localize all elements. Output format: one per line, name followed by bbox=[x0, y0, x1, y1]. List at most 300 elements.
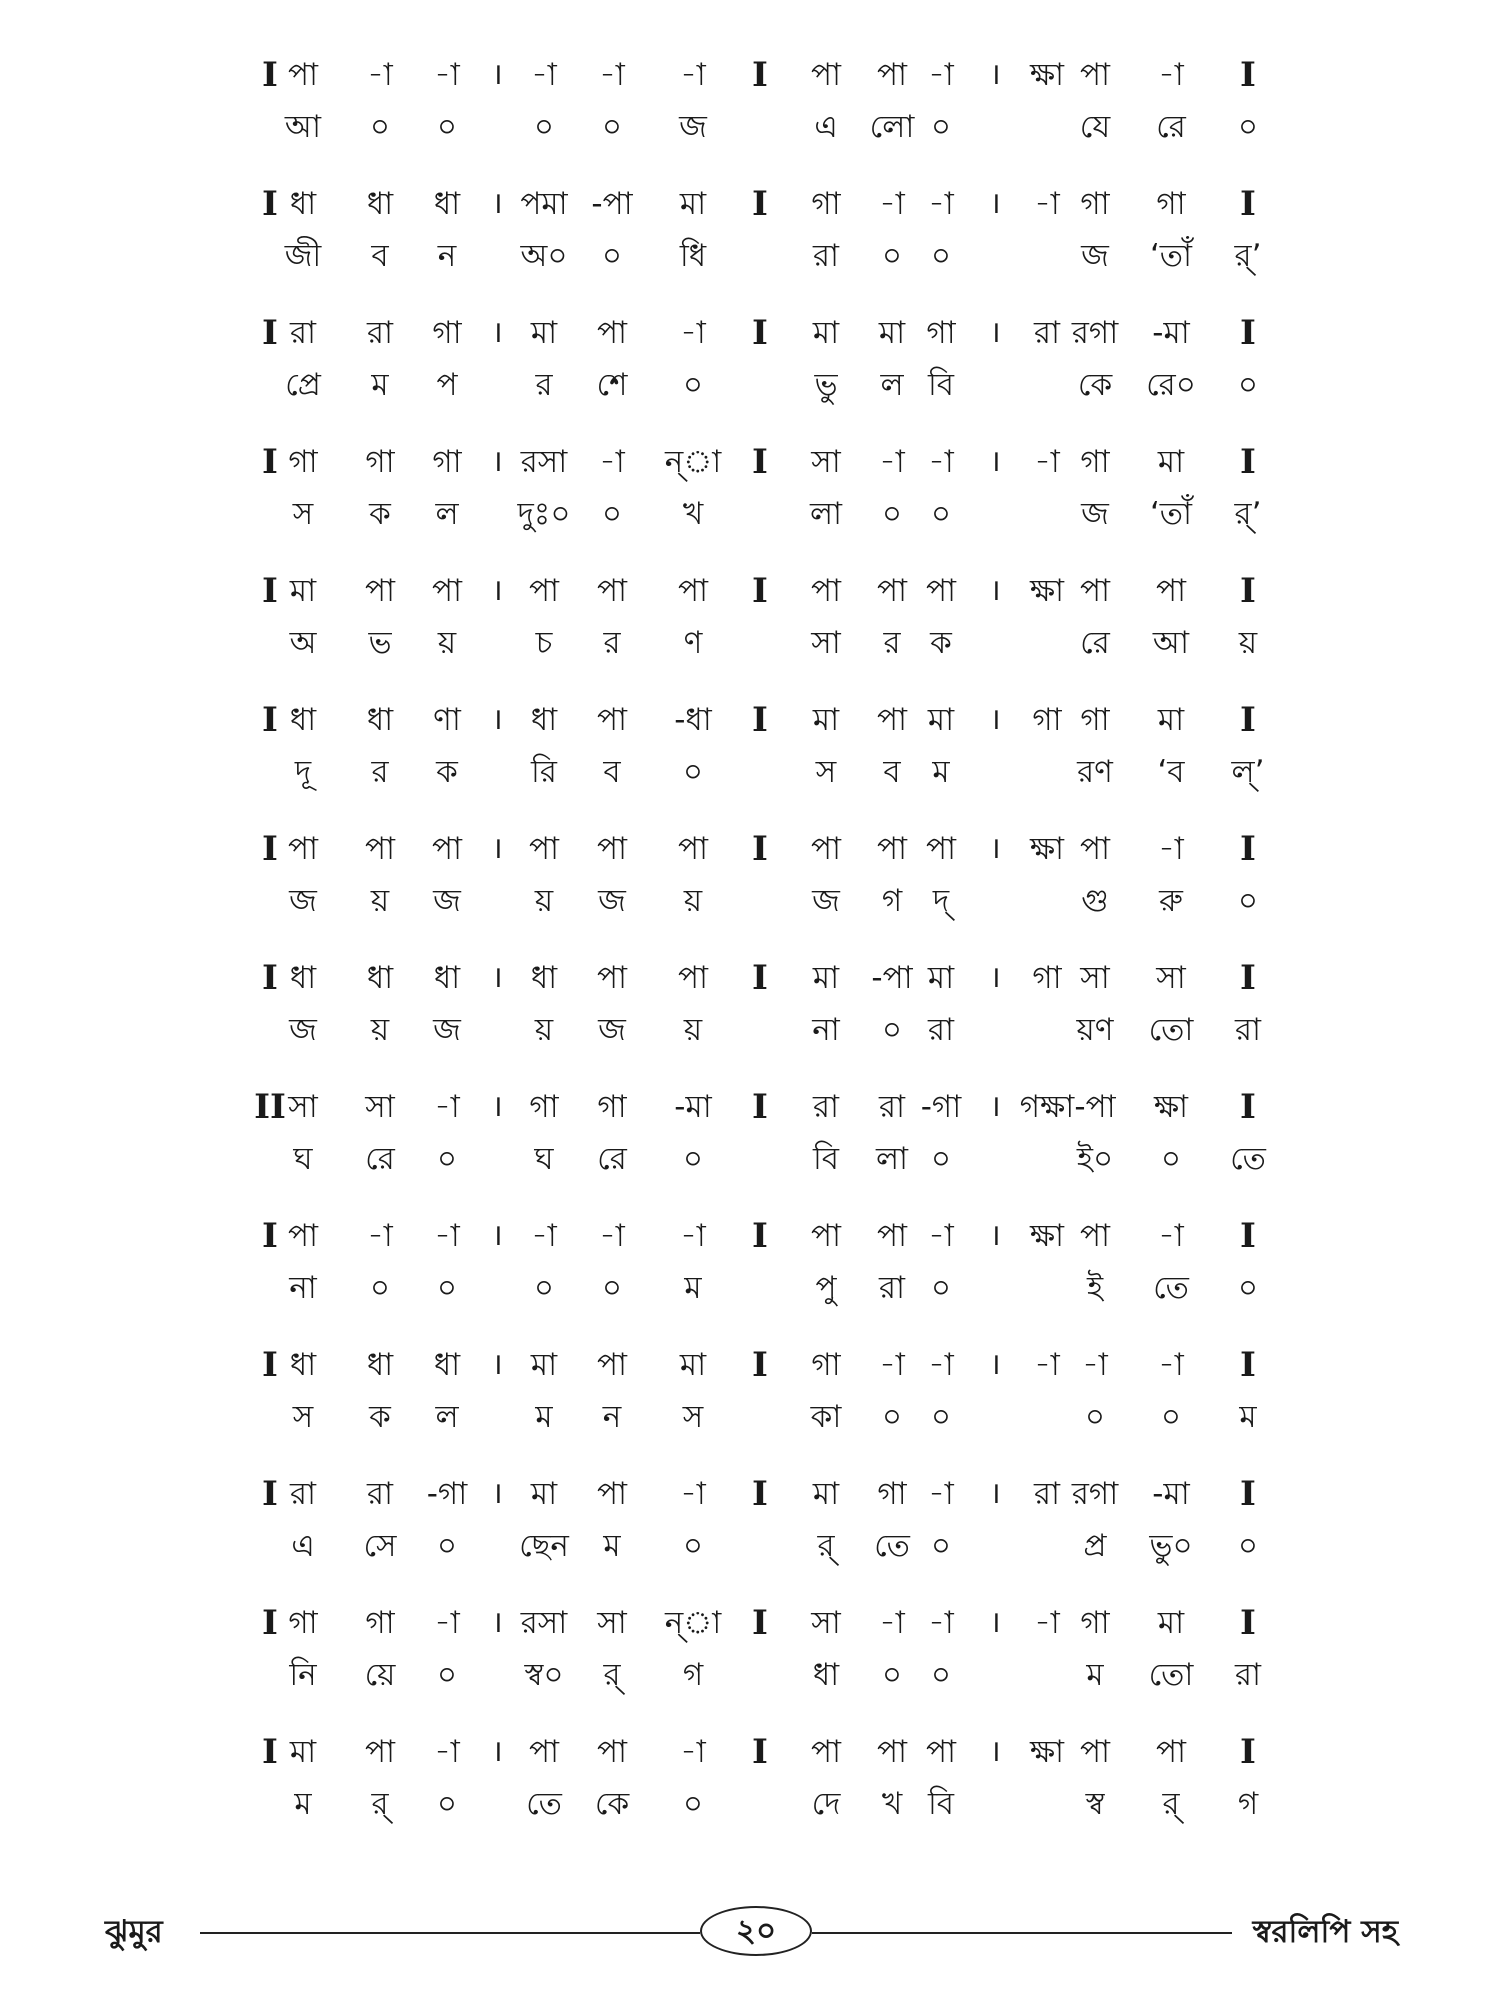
lyric-syllable: আ bbox=[284, 109, 322, 145]
swara-note: -গা bbox=[426, 1476, 468, 1512]
swara-note: পা bbox=[287, 57, 319, 93]
bar-line: I bbox=[262, 442, 278, 482]
swara-note: গা bbox=[811, 186, 841, 222]
swara-note: -পা bbox=[1074, 1089, 1116, 1125]
swara-note: মা bbox=[530, 315, 558, 351]
bar-line: I bbox=[752, 1474, 768, 1514]
swara-note: সা bbox=[1156, 960, 1186, 996]
swara-note: পা bbox=[596, 960, 628, 996]
bar-line: I bbox=[262, 958, 278, 998]
swara-note: -া bbox=[367, 1218, 393, 1254]
lyric-syllable: জ bbox=[679, 109, 707, 145]
lyric-row bbox=[0, 97, 1500, 157]
lyric-syllable: স bbox=[292, 496, 314, 532]
swara-note: মা bbox=[530, 1476, 558, 1512]
swara-note: মা bbox=[289, 573, 317, 609]
swara-note: পা bbox=[596, 1347, 628, 1383]
lyric-syllable: তে bbox=[874, 1528, 910, 1564]
lyric-syllable: ০ bbox=[1237, 367, 1259, 403]
swara-note: -া bbox=[599, 57, 625, 93]
swara-note: -া bbox=[1034, 444, 1060, 480]
swara-note: মা bbox=[289, 1734, 317, 1770]
swara-note: -মা bbox=[674, 1089, 712, 1125]
lyric-row bbox=[0, 742, 1500, 802]
lyric-syllable: য় bbox=[370, 883, 390, 919]
beat-divider: । bbox=[989, 1347, 1001, 1382]
lyric-syllable: ম bbox=[294, 1786, 312, 1822]
lyric-syllable: যে bbox=[1079, 109, 1111, 145]
swara-note: -া bbox=[879, 444, 905, 480]
lyric-syllable: ০ bbox=[881, 496, 903, 532]
lyric-syllable: রণ bbox=[1077, 754, 1113, 790]
beat-divider: । bbox=[491, 1734, 503, 1769]
lyric-syllable: স্ব০ bbox=[524, 1657, 564, 1693]
bar-line: I bbox=[1240, 571, 1256, 611]
lyric-syllable: না bbox=[289, 1270, 317, 1306]
beat-divider: । bbox=[989, 1734, 1001, 1769]
swara-note: গা bbox=[1032, 702, 1062, 738]
beat-divider: । bbox=[989, 831, 1001, 866]
lyric-syllable: কা bbox=[810, 1399, 842, 1435]
beat-divider: । bbox=[491, 960, 503, 995]
lyric-syllable: ০ bbox=[1084, 1399, 1106, 1435]
lyric-syllable: ভু০ bbox=[1149, 1528, 1193, 1564]
swara-note: -মা bbox=[1152, 315, 1190, 351]
swara-note: পা bbox=[876, 702, 908, 738]
bar-line: I bbox=[1240, 1087, 1256, 1127]
swara-note: -া bbox=[367, 57, 393, 93]
bar-line: I bbox=[262, 184, 278, 224]
lyric-syllable: কে bbox=[594, 1786, 630, 1822]
lyric-row bbox=[0, 1258, 1500, 1318]
swara-note: পা bbox=[810, 1218, 842, 1254]
lyric-syllable: ক bbox=[930, 625, 952, 661]
beat-divider: । bbox=[989, 573, 1001, 608]
bar-line: I bbox=[752, 1732, 768, 1772]
lyric-syllable: ধি bbox=[679, 238, 707, 274]
beat-divider: । bbox=[989, 702, 1001, 737]
lyric-syllable: শে bbox=[596, 367, 628, 403]
bar-line: I bbox=[1240, 184, 1256, 224]
bar-line: I bbox=[262, 1732, 278, 1772]
lyric-syllable: এ bbox=[814, 109, 838, 145]
swara-note: মা bbox=[927, 702, 955, 738]
swara-note: গা bbox=[1080, 186, 1110, 222]
swara-note: -ধা bbox=[674, 702, 712, 738]
lyric-syllable: না bbox=[812, 1012, 840, 1048]
swara-note: -া bbox=[879, 186, 905, 222]
swara-note: পা bbox=[925, 573, 957, 609]
lyric-syllable: র bbox=[883, 625, 901, 661]
lyric-syllable: ন bbox=[602, 1399, 622, 1435]
bar-line: I bbox=[1240, 442, 1256, 482]
lyric-syllable: ০ bbox=[930, 109, 952, 145]
lyric-syllable: ম bbox=[1239, 1399, 1257, 1435]
swara-note: পা bbox=[876, 831, 908, 867]
bar-line: I bbox=[262, 571, 278, 611]
lyric-syllable: ০ bbox=[881, 238, 903, 274]
swara-row bbox=[0, 1077, 1500, 1137]
lyric-syllable: ম bbox=[535, 1399, 553, 1435]
swara-note: -া bbox=[879, 1347, 905, 1383]
beat-divider: । bbox=[989, 1476, 1001, 1511]
swara-note: রা bbox=[1033, 315, 1061, 351]
lyric-syllable: তো bbox=[1148, 1657, 1194, 1693]
swara-note: ধা bbox=[433, 1347, 461, 1383]
swara-note: রা bbox=[812, 1089, 840, 1125]
swara-note: পা bbox=[925, 1734, 957, 1770]
lyric-syllable: গ bbox=[881, 883, 903, 919]
swara-note: -া bbox=[434, 1218, 460, 1254]
lyric-syllable: রে bbox=[365, 1141, 395, 1177]
swara-note: গা bbox=[432, 444, 462, 480]
lyric-syllable: লা bbox=[809, 496, 843, 532]
bar-line: I bbox=[262, 1216, 278, 1256]
lyric-syllable: ব bbox=[883, 754, 901, 790]
lyric-syllable: র্ bbox=[817, 1528, 835, 1564]
lyric-syllable: গু bbox=[1081, 883, 1109, 919]
lyric-syllable: ‘তাঁ bbox=[1149, 496, 1193, 532]
lyric-syllable: য় bbox=[534, 883, 554, 919]
lyric-row bbox=[0, 1129, 1500, 1189]
bar-line: I bbox=[752, 1087, 768, 1127]
lyric-syllable: রা bbox=[1234, 1657, 1262, 1693]
lyric-syllable: জ bbox=[1081, 496, 1109, 532]
lyric-syllable: ০ bbox=[682, 754, 704, 790]
swara-note: -া bbox=[1158, 1218, 1184, 1254]
lyric-syllable: ০ bbox=[881, 1012, 903, 1048]
swara-note: পা bbox=[596, 1476, 628, 1512]
swara-note: পা bbox=[528, 573, 560, 609]
swara-note: পা bbox=[876, 57, 908, 93]
page-number: ২০ bbox=[735, 1913, 777, 1949]
lyric-syllable: পু bbox=[815, 1270, 837, 1306]
beat-divider: । bbox=[491, 1476, 503, 1511]
swara-note: রা bbox=[366, 1476, 394, 1512]
lyric-syllable: রা bbox=[878, 1270, 906, 1306]
lyric-syllable: ০ bbox=[533, 1270, 555, 1306]
lyric-syllable: ভু bbox=[814, 367, 838, 403]
lyric-syllable: রে০ bbox=[1146, 367, 1196, 403]
lyric-syllable: ০ bbox=[682, 1528, 704, 1564]
lyric-syllable: জ bbox=[812, 883, 840, 919]
lyric-syllable: ০ bbox=[1160, 1141, 1182, 1177]
swara-note: গা bbox=[1080, 1605, 1110, 1641]
bar-line: I bbox=[752, 700, 768, 740]
swara-note: সা bbox=[597, 1605, 627, 1641]
swara-note: -া bbox=[928, 186, 954, 222]
swara-note: ধা bbox=[530, 702, 558, 738]
lyric-syllable: ০ bbox=[682, 1141, 704, 1177]
beat-divider: । bbox=[491, 1218, 503, 1253]
swara-note: পা bbox=[431, 831, 463, 867]
swara-note: পা bbox=[596, 315, 628, 351]
swara-note: -া bbox=[928, 1605, 954, 1641]
beat-divider: । bbox=[989, 186, 1001, 221]
swara-note: -া bbox=[1082, 1347, 1108, 1383]
lyric-syllable: র্’ bbox=[1234, 496, 1262, 532]
swara-note: গা bbox=[288, 1605, 318, 1641]
swara-note: পা bbox=[1155, 1734, 1187, 1770]
swara-note: -া bbox=[434, 1734, 460, 1770]
swara-note: -া bbox=[680, 1734, 706, 1770]
swara-note: ন্া bbox=[664, 1605, 722, 1641]
lyric-syllable: জী bbox=[284, 238, 322, 274]
bar-line: I bbox=[752, 1603, 768, 1643]
lyric-row bbox=[0, 871, 1500, 931]
bar-line: I bbox=[262, 829, 278, 869]
lyric-syllable: ০ bbox=[930, 238, 952, 274]
beat-divider: । bbox=[491, 831, 503, 866]
swara-note: পা bbox=[1079, 57, 1111, 93]
lyric-syllable: ০ bbox=[881, 1399, 903, 1435]
swara-note: পা bbox=[810, 57, 842, 93]
swara-note: মা bbox=[927, 960, 955, 996]
swara-note: পা bbox=[677, 573, 709, 609]
swara-note: গক্ষা bbox=[1019, 1089, 1075, 1125]
lyric-syllable: ০ bbox=[369, 1270, 391, 1306]
swara-note: গা bbox=[811, 1347, 841, 1383]
swara-note: -া bbox=[1158, 57, 1184, 93]
swara-note: সা bbox=[288, 1089, 318, 1125]
swara-note: মা bbox=[812, 960, 840, 996]
swara-note: পা bbox=[528, 1734, 560, 1770]
lyric-syllable: য় bbox=[437, 625, 457, 661]
swara-note: -পা bbox=[871, 960, 913, 996]
swara-note: পা bbox=[677, 960, 709, 996]
lyric-syllable: ল bbox=[435, 1399, 459, 1435]
lyric-syllable: ণ bbox=[683, 625, 703, 661]
bar-line: I bbox=[752, 313, 768, 353]
lyric-syllable: ভ bbox=[368, 625, 392, 661]
swara-note: পা bbox=[876, 573, 908, 609]
lyric-syllable: ০ bbox=[930, 496, 952, 532]
swara-note: পা bbox=[810, 573, 842, 609]
lyric-syllable: দুঃ০ bbox=[517, 496, 571, 532]
swara-note: ধা bbox=[366, 702, 394, 738]
bar-line: I bbox=[262, 1345, 278, 1385]
swara-note: পা bbox=[596, 573, 628, 609]
lyric-syllable: ক bbox=[369, 496, 391, 532]
lyric-syllable: এ bbox=[291, 1528, 315, 1564]
lyric-syllable: স bbox=[682, 1399, 704, 1435]
lyric-syllable: গ bbox=[1237, 1786, 1259, 1822]
lyric-syllable: বি bbox=[927, 367, 955, 403]
lyric-row bbox=[0, 613, 1500, 673]
swara-note: -া bbox=[1034, 186, 1060, 222]
swara-note: ধা bbox=[289, 186, 317, 222]
swara-note: ন্া bbox=[664, 444, 722, 480]
lyric-syllable: য় bbox=[683, 1012, 703, 1048]
lyric-syllable: সে bbox=[363, 1528, 397, 1564]
swara-row bbox=[0, 561, 1500, 621]
beat-divider: । bbox=[989, 1605, 1001, 1640]
swara-note: পা bbox=[810, 1734, 842, 1770]
page-number-oval bbox=[700, 1906, 812, 1956]
lyric-syllable: ব bbox=[603, 754, 621, 790]
lyric-syllable: রে bbox=[597, 1141, 627, 1177]
lyric-syllable: রি bbox=[531, 754, 557, 790]
swara-note: মা bbox=[679, 186, 707, 222]
swara-note: ধা bbox=[433, 960, 461, 996]
swara-note: -া bbox=[680, 1218, 706, 1254]
swara-note: মা bbox=[812, 315, 840, 351]
lyric-syllable: ০ bbox=[682, 367, 704, 403]
swara-note: ক্ষা bbox=[1029, 1734, 1065, 1770]
lyric-syllable: রে bbox=[1156, 109, 1186, 145]
swara-note: পা bbox=[431, 573, 463, 609]
bar-line: I bbox=[1240, 1603, 1256, 1643]
swara-note: গা bbox=[1080, 702, 1110, 738]
swara-note: গা bbox=[1032, 960, 1062, 996]
swara-note: মা bbox=[679, 1347, 707, 1383]
beat-divider: । bbox=[989, 57, 1001, 92]
lyric-syllable: ‘ব bbox=[1157, 754, 1185, 790]
beat-divider: । bbox=[989, 960, 1001, 995]
swara-note: গা bbox=[529, 1089, 559, 1125]
swara-note: রা bbox=[289, 1476, 317, 1512]
swara-row bbox=[0, 303, 1500, 363]
lyric-syllable: ০ bbox=[930, 1657, 952, 1693]
lyric-syllable: র্ bbox=[603, 1657, 621, 1693]
lyric-syllable: ‘তাঁ bbox=[1149, 238, 1193, 274]
lyric-syllable: ০ bbox=[436, 1528, 458, 1564]
lyric-syllable: ঘ bbox=[293, 1141, 313, 1177]
bar-line: I bbox=[1240, 313, 1256, 353]
swara-note: ক্ষা bbox=[1029, 573, 1065, 609]
swara-note: গা bbox=[1156, 186, 1186, 222]
bar-line: I bbox=[262, 1474, 278, 1514]
beat-divider: । bbox=[491, 57, 503, 92]
swara-row bbox=[0, 174, 1500, 234]
footer-rule-right bbox=[812, 1932, 1232, 1934]
swara-note: রসা bbox=[520, 444, 568, 480]
bar-line: I bbox=[752, 1216, 768, 1256]
bar-line: I bbox=[1240, 829, 1256, 869]
lyric-syllable: ছেন bbox=[519, 1528, 569, 1564]
lyric-syllable: ০ bbox=[1237, 1528, 1259, 1564]
lyric-syllable: ই bbox=[1086, 1270, 1104, 1306]
lyric-syllable: দ্ bbox=[932, 883, 950, 919]
bar-line: I bbox=[752, 829, 768, 869]
swara-note: পা bbox=[364, 573, 396, 609]
swara-note: -পা bbox=[591, 186, 633, 222]
lyric-row bbox=[0, 226, 1500, 286]
swara-note: ধা bbox=[366, 960, 394, 996]
lyric-syllable: রা bbox=[1234, 1012, 1262, 1048]
swara-note: -া bbox=[1158, 831, 1184, 867]
swara-note: ধা bbox=[366, 1347, 394, 1383]
lyric-syllable: স্ব bbox=[1085, 1786, 1105, 1822]
lyric-syllable: ০ bbox=[1237, 109, 1259, 145]
swara-note: ধা bbox=[289, 960, 317, 996]
lyric-syllable: জ bbox=[289, 1012, 317, 1048]
swara-note: -া bbox=[1034, 1605, 1060, 1641]
swara-note: পা bbox=[876, 1734, 908, 1770]
swara-note: -া bbox=[434, 1089, 460, 1125]
beat-divider: । bbox=[491, 444, 503, 479]
swara-note: গা bbox=[365, 1605, 395, 1641]
lyric-syllable: ০ bbox=[881, 1657, 903, 1693]
bar-line: I bbox=[752, 442, 768, 482]
lyric-syllable: ঘ bbox=[534, 1141, 554, 1177]
swara-note: -া bbox=[928, 1476, 954, 1512]
bar-line: I bbox=[1240, 1216, 1256, 1256]
lyric-syllable: অ bbox=[289, 625, 317, 661]
beat-divider: । bbox=[491, 1605, 503, 1640]
bar-line: I bbox=[262, 55, 278, 95]
swara-row bbox=[0, 45, 1500, 105]
beat-divider: । bbox=[491, 315, 503, 350]
lyric-syllable: ০ bbox=[601, 109, 623, 145]
page-footer bbox=[0, 1890, 1500, 1970]
swara-note: -া bbox=[928, 1218, 954, 1254]
lyric-syllable: গ bbox=[682, 1657, 704, 1693]
lyric-syllable: ল bbox=[435, 496, 459, 532]
lyric-syllable: য়ে bbox=[364, 1657, 396, 1693]
lyric-syllable: র্’ bbox=[1234, 238, 1262, 274]
lyric-syllable: স bbox=[292, 1399, 314, 1435]
lyric-syllable: ব bbox=[371, 238, 389, 274]
swara-note: -া bbox=[928, 1347, 954, 1383]
swara-note: ধা bbox=[289, 1347, 317, 1383]
bar-line: I bbox=[262, 700, 278, 740]
lyric-syllable: ০ bbox=[1237, 883, 1259, 919]
lyric-syllable: য় bbox=[370, 1012, 390, 1048]
lyric-syllable: দূ bbox=[294, 754, 312, 790]
lyric-syllable: তো bbox=[1148, 1012, 1194, 1048]
swara-note: পা bbox=[528, 831, 560, 867]
lyric-syllable: য়ণ bbox=[1076, 1012, 1114, 1048]
lyric-syllable: ০ bbox=[930, 1141, 952, 1177]
swara-note: পা bbox=[1079, 1734, 1111, 1770]
swara-note: রা bbox=[1033, 1476, 1061, 1512]
swara-note: -া bbox=[434, 57, 460, 93]
swara-note: রা bbox=[878, 1089, 906, 1125]
lyric-syllable: য় bbox=[683, 883, 703, 919]
swara-note: পা bbox=[596, 702, 628, 738]
bar-line: I bbox=[752, 958, 768, 998]
lyric-syllable: ০ bbox=[930, 1528, 952, 1564]
swara-note: ধা bbox=[433, 186, 461, 222]
swara-note: মা bbox=[530, 1347, 558, 1383]
swara-row bbox=[0, 1464, 1500, 1524]
lyric-row bbox=[0, 1387, 1500, 1447]
lyric-syllable: জ bbox=[433, 1012, 461, 1048]
beat-divider: । bbox=[491, 1347, 503, 1382]
swara-note: ক্ষা bbox=[1029, 1218, 1065, 1254]
swara-note: পা bbox=[287, 1218, 319, 1254]
lyric-syllable: নি bbox=[289, 1657, 317, 1693]
swara-note: গা bbox=[365, 444, 395, 480]
swara-note: -া bbox=[531, 1218, 557, 1254]
lyric-syllable: বি bbox=[927, 1786, 955, 1822]
lyric-syllable: স bbox=[815, 754, 837, 790]
lyric-syllable: ০ bbox=[436, 1141, 458, 1177]
lyric-syllable: অ০ bbox=[520, 238, 568, 274]
bar-line: I bbox=[752, 1345, 768, 1385]
swara-note: মা bbox=[1157, 1605, 1185, 1641]
swara-note: -মা bbox=[1152, 1476, 1190, 1512]
lyric-row bbox=[0, 1774, 1500, 1834]
lyric-syllable: ০ bbox=[601, 238, 623, 274]
swara-note: রা bbox=[289, 315, 317, 351]
swara-note: গা bbox=[597, 1089, 627, 1125]
bar-line: I bbox=[752, 55, 768, 95]
lyric-syllable: বি bbox=[812, 1141, 840, 1177]
lyric-syllable: রা bbox=[927, 1012, 955, 1048]
footer-song-title: ঝুমুর bbox=[105, 1914, 163, 1950]
